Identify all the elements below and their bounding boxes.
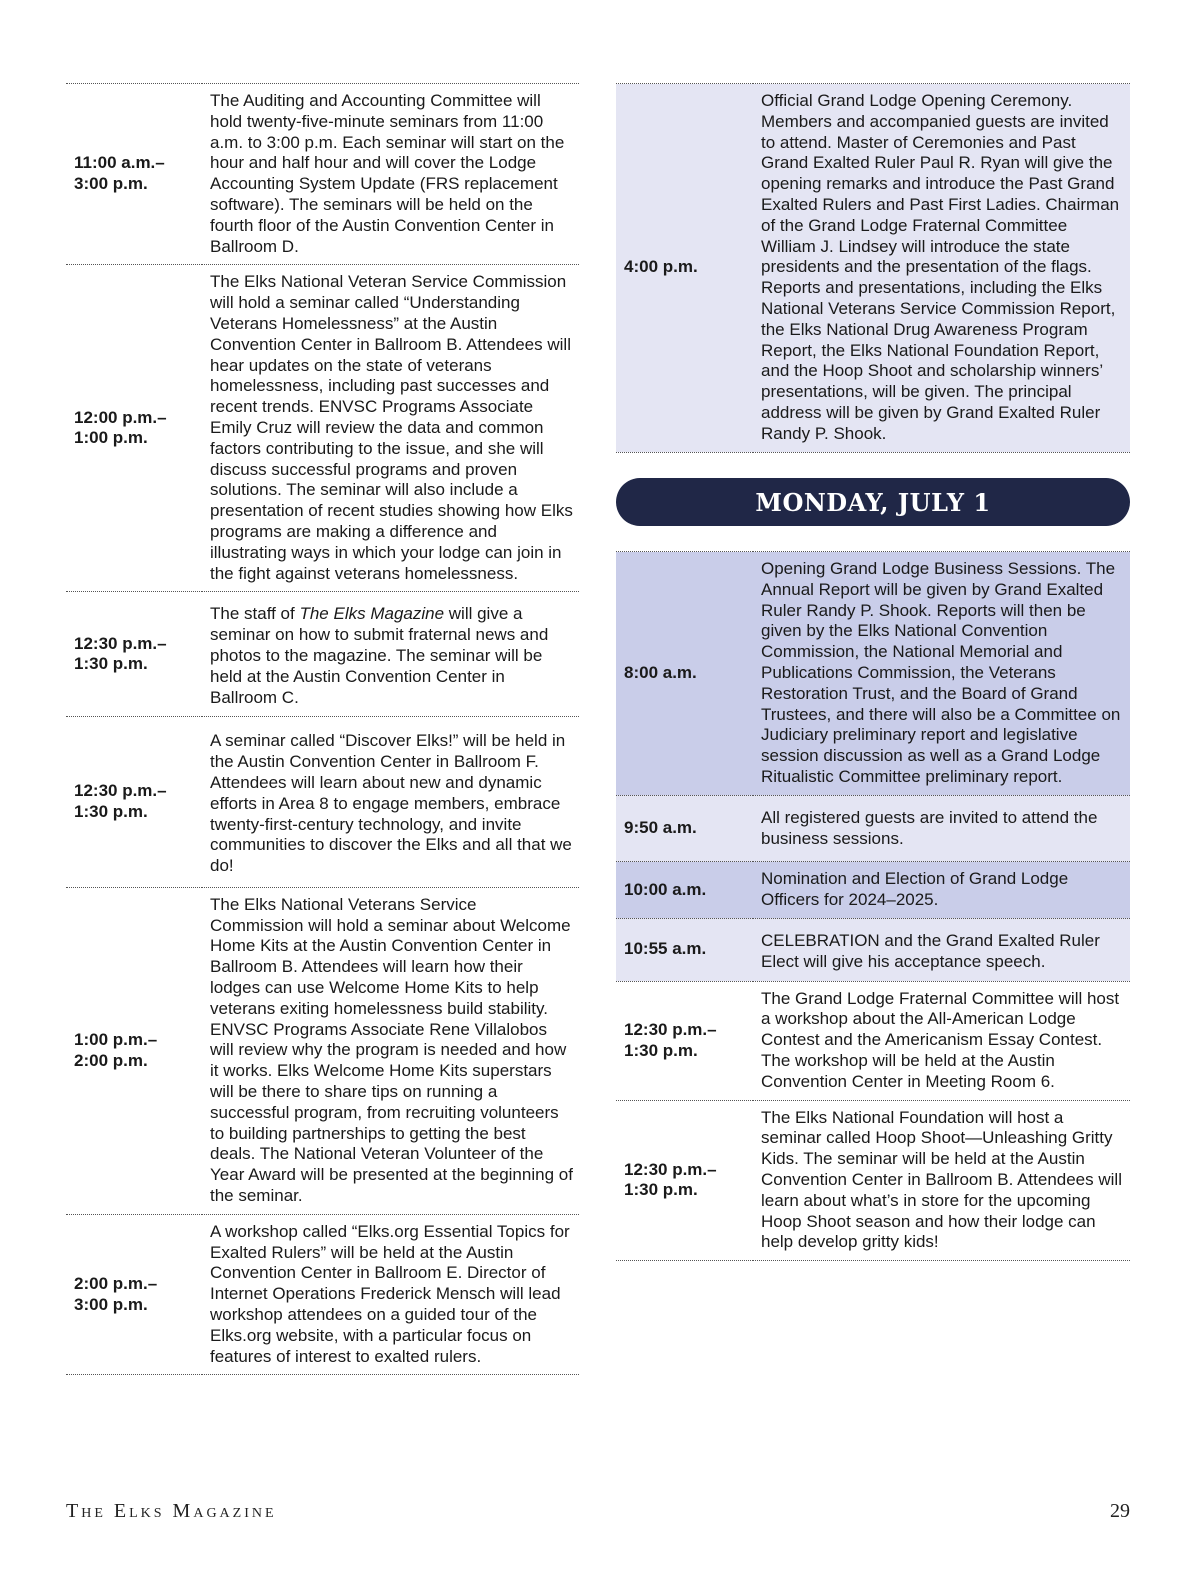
session-description: Opening Grand Lodge Business Sessions. The Annual Report will be given by Grand Exalted Ruler Randy P. Shook. Reports will then be given by the Elks National Convention Commission, the National Memorial and Publications Commission, the Veterans Restoration Trust, and the Board of Grand Trustees, and there will also be a Committee on Judiciary preliminary report and legislative session discussion as well as a Grand Lodge Ritualistic Committee preliminary report. — [753, 552, 1130, 796]
monday-schedule — [616, 551, 1130, 1261]
magazine-title: The Elks Magazine — [299, 604, 445, 624]
session-description: The Grand Lodge Fraternal Committee will host a workshop about the All-American Lodge Contest and the Americanism Essay Contest. The workshop will be held at the Austin Convention Center in Meeting Room 6. — [761, 988, 1120, 1091]
session-description: The Elks National Veterans Service Commission will hold a seminar about Welcome Home Kits at the Austin Convention Center in Ballroom B. Attendees will learn how their lodges can use Welcome Home Kits to help veterans exiting homelessness build stability. ENVSC Programs Associate Rene Villalobos will review why the program is needed and how it works. Elks Welcome Home Kits superstars will be there to share tips on running a successful program, from recruiting volunteers to building partnerships to getting the best deals. The National Veteran Volunteer of the Year Award will be presented at the beginning of the seminar. — [210, 894, 573, 1206]
schedule-row — [616, 862, 1130, 919]
session-time: 12:30 p.m.– 1:30 p.m. — [74, 781, 167, 822]
schedule-row — [616, 795, 1130, 862]
day-banner-label: MONDAY, JULY 1 — [755, 487, 991, 517]
session-description: The Elks National Veteran Service Commission will hold a seminar called “Understanding Veterans Homelessness” at the Austin Convention Center in Ballroom B. Attendees will hear updates on the state of veterans homelessness, including past successes and recent trends. ENVSC Programs Associate Emily Cruz will review the data and common factors contributing to the issue, and she will discuss successful programs and proven solutions. The seminar will also include a presentation of recent studies showing how Elks programs are making a difference and illustrating ways in which your lodge can join in the fight against veterans homelessness. — [210, 272, 573, 583]
session-time: 12:00 p.m.– 1:00 p.m. — [74, 407, 167, 448]
session-time: 1:00 p.m.– 2:00 p.m. — [74, 1030, 158, 1070]
session-description: A workshop called “Elks.org Essential Topics for Exalted Rulers” will be held at the Austin Convention Center in Ballroom E. Director of Internet Operations Frederick Mensch will lead workshop attendees on a guided tour of the Elks.org website, with a particular focus on features of interest to exalted rulers. — [210, 1221, 570, 1366]
schedule-row — [66, 1214, 579, 1375]
description-text: will give a seminar on how to submit fraternal news and photos to the magazine. The seminar will be held at the Austin Convention Center in Ballroom C. — [210, 604, 549, 707]
schedule-row — [66, 887, 579, 1214]
session-description: The Elks National Foundation will host a seminar called Hoop Shoot—Unleashing Gritty Kids. The seminar will be held at the Austin Convention Center in Ballroom B. Attendees will learn about what’s in store for the upcoming Hoop Shoot season and how their lodge can help develop gritty kids! — [761, 1107, 1122, 1252]
page-number: 29 — [1110, 1500, 1130, 1522]
day-banner — [616, 478, 1130, 526]
schedule-row — [66, 717, 579, 888]
schedule-table-monday — [616, 551, 1130, 1261]
schedule-row — [66, 84, 579, 265]
session-time: 12:30 p.m.– 1:30 p.m. — [624, 1159, 717, 1200]
schedule-table-left — [66, 83, 579, 1375]
left-schedule-column — [66, 83, 579, 1375]
right-schedule-column — [616, 83, 1130, 453]
session-description — [202, 592, 579, 717]
schedule-row — [616, 1100, 1130, 1261]
session-time: 10:00 a.m. — [616, 862, 753, 919]
session-description: The Auditing and Accounting Committee will hold twenty-five-minute seminars from 11:00 a.m. to 3:00 p.m. Each seminar will start on the hour and half hour and will cover the Lodge Accounting System Update (FRS replacement software). The seminars will be held on the fourth floor of the Austin Convention Center in Ballroom D. — [210, 91, 565, 256]
schedule-row — [616, 981, 1130, 1100]
session-time: 11:00 a.m.– 3:00 p.m. — [74, 153, 165, 194]
session-description: All registered guests are invited to attend the business sessions. — [753, 795, 1130, 862]
session-time: 2:00 p.m.– 3:00 p.m. — [74, 1273, 158, 1314]
session-time: 4:00 p.m. — [616, 84, 753, 453]
session-time: 12:30 p.m.– 1:30 p.m. — [74, 633, 167, 674]
session-time: 12:30 p.m.– 1:30 p.m. — [624, 1019, 717, 1060]
schedule-row — [616, 84, 1130, 453]
session-description: CELEBRATION and the Grand Exalted Ruler Elect will give his acceptance speech. — [753, 918, 1130, 981]
session-description: Official Grand Lodge Opening Ceremony. Members and accompanied guests are invited to attend. Master of Ceremonies and Past Grand Exalted Ruler Paul R. Ryan will give the opening remarks and introduce the Past Grand Exalted Rulers and Past First Ladies. Chairman of the Grand Lodge Fraternal Committee William J. Lindsey will introduce the state presidents and the presentation of the flags. Reports and presentations, including the Elks National Veterans Service Commission Report, the Elks National Drug Awareness Program Report, the Elks National Foundation Report, and the Hoop Shoot and scholarship winners’ presentations, will be given. The principal address will be given by Grand Exalted Ruler Randy P. Shook. — [753, 84, 1130, 453]
session-time: 9:50 a.m. — [616, 795, 753, 862]
schedule-row — [66, 592, 579, 717]
session-description: A seminar called “Discover Elks!” will be held in the Austin Convention Center in Ballroom F. Attendees will learn about new and dynamic efforts in Area 8 to engage members, embrace twenty-first-century technology, and invite communities to discover the Elks and all that we do! — [210, 731, 572, 876]
schedule-table-opening — [616, 83, 1130, 453]
schedule-row — [616, 918, 1130, 981]
schedule-row — [66, 265, 579, 592]
session-time: 8:00 a.m. — [616, 552, 753, 796]
session-description: Nomination and Election of Grand Lodge Officers for 2024–2025. — [753, 862, 1130, 919]
session-time: 10:55 a.m. — [616, 918, 753, 981]
description-text: The staff of — [210, 604, 300, 624]
publication-name: The Elks Magazine — [66, 1500, 277, 1522]
schedule-row — [616, 552, 1130, 796]
